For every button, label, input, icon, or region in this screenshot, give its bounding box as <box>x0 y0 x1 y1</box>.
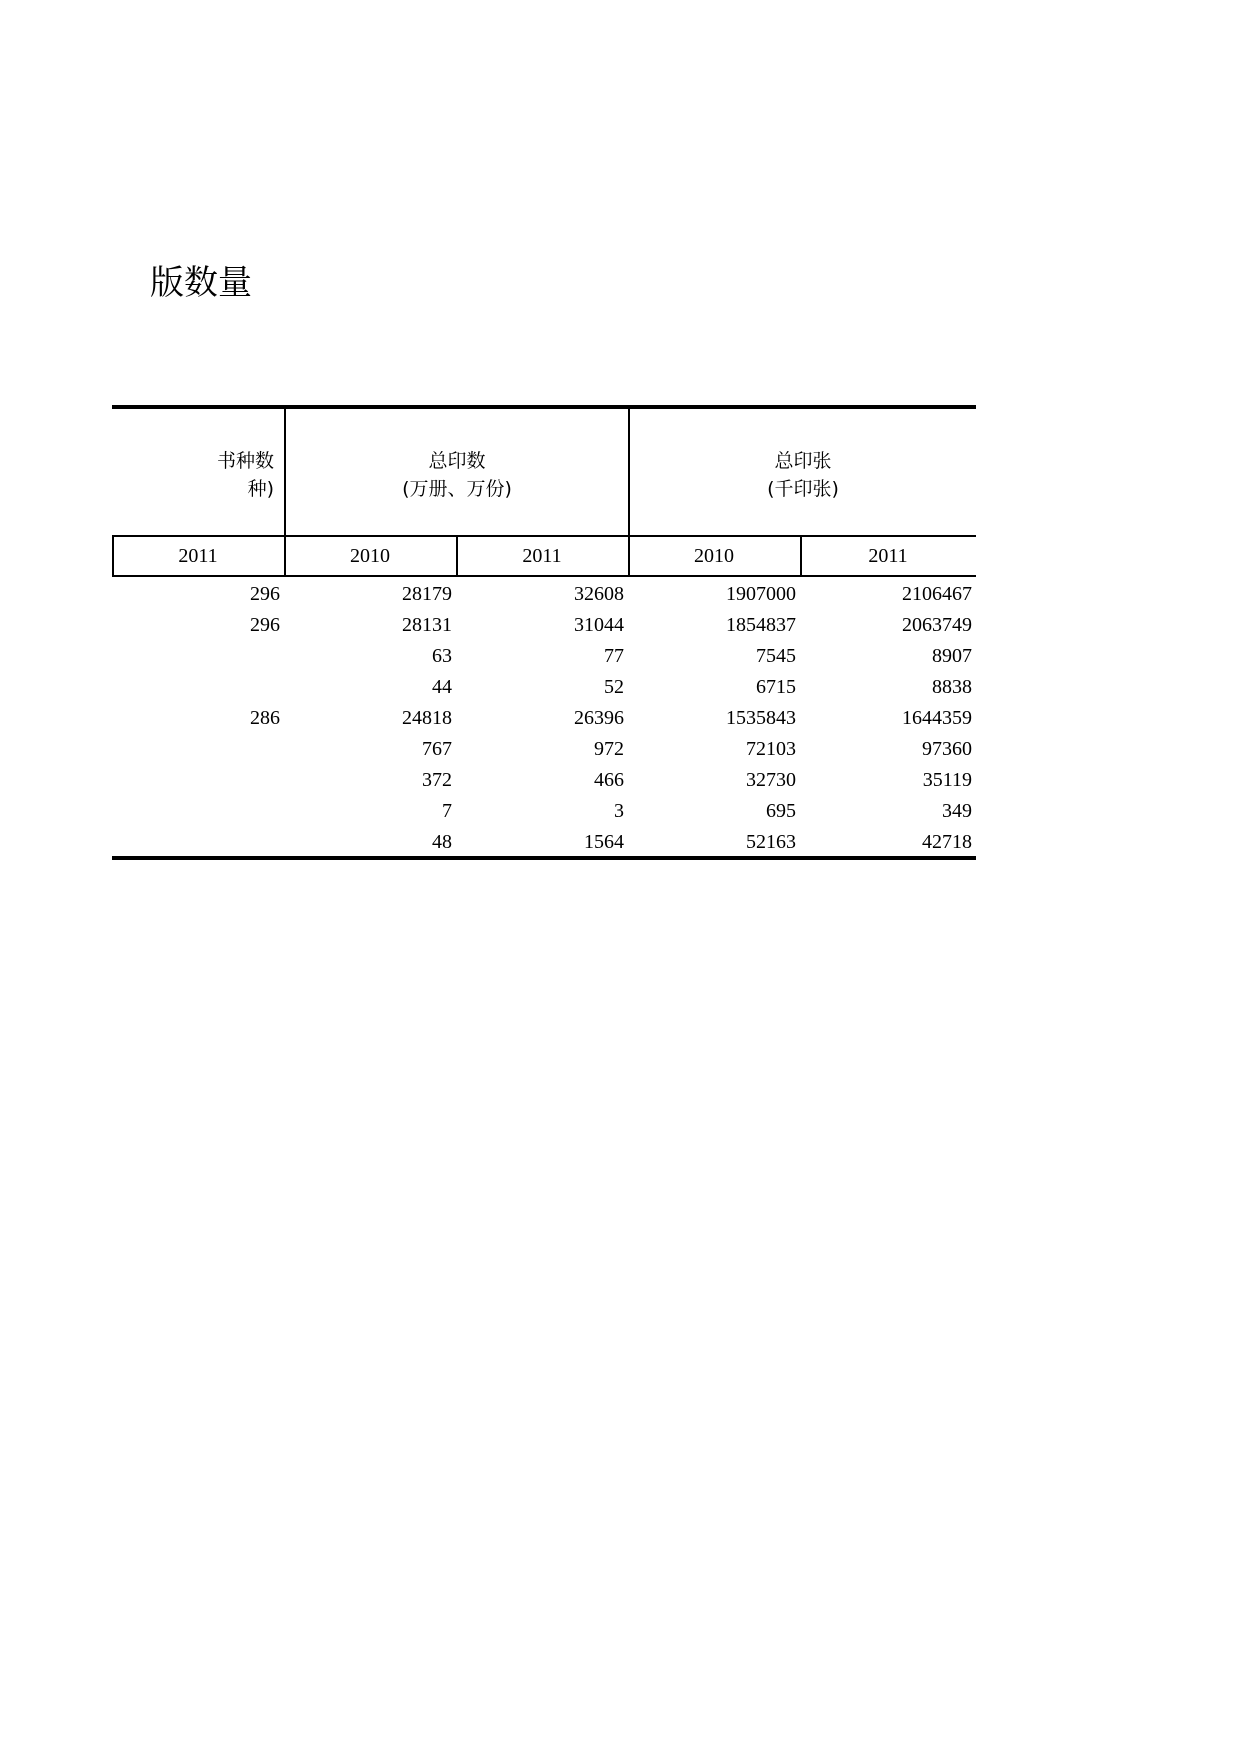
header-book-titles-unit: 种) <box>247 478 274 500</box>
cell-prints-2011: 77 <box>604 645 624 667</box>
table-row <box>112 796 976 827</box>
cell-prints-2010: 63 <box>432 645 452 667</box>
table-top-rule <box>112 405 976 409</box>
cell-sheets-2010: 32730 <box>746 769 796 791</box>
table-row <box>112 672 976 703</box>
table-row <box>112 765 976 796</box>
cell-prints-2010: 7 <box>442 800 452 822</box>
header-book-titles <box>112 447 282 511</box>
cell-prints-2010: 48 <box>432 831 452 853</box>
cell-prints-2011: 3 <box>614 800 624 822</box>
cell-prints-2010: 28179 <box>402 583 452 605</box>
cell-sheets-2010: 72103 <box>746 738 796 760</box>
cell-prints-2011: 52 <box>604 676 624 698</box>
cell-books-2011 <box>112 641 284 672</box>
cell-sheets-2011: 97360 <box>922 738 972 760</box>
cell-prints-2010: 28131 <box>402 614 452 636</box>
cell-books-2011: 296 <box>250 583 280 605</box>
cell-books-2011 <box>112 672 284 703</box>
cell-prints-2011: 26396 <box>574 707 624 729</box>
cell-books-2011 <box>112 765 284 796</box>
cell-sheets-2011: 8838 <box>932 676 972 698</box>
cell-sheets-2011: 349 <box>942 800 972 822</box>
cell-sheets-2011: 35119 <box>922 769 972 791</box>
cell-books-2011: 286 <box>250 707 280 729</box>
table-row <box>112 734 976 765</box>
cell-sheets-2011: 1644359 <box>902 707 972 729</box>
header-total-sheets-unit: (千印张) <box>767 478 839 500</box>
table-row <box>112 641 976 672</box>
cell-sheets-2010: 695 <box>766 800 796 822</box>
cell-sheets-2010: 52163 <box>746 831 796 853</box>
year-cell: 2010 <box>350 545 390 567</box>
cell-books-2011 <box>112 734 284 765</box>
header-total-prints <box>286 447 628 507</box>
cell-sheets-2011: 2106467 <box>902 583 972 605</box>
header-total-prints-unit: (万册、万份) <box>402 478 512 500</box>
cell-prints-2010: 24818 <box>402 707 452 729</box>
cell-books-2011 <box>112 827 284 858</box>
page-title: 版数量 <box>150 263 252 303</box>
cell-sheets-2010: 7545 <box>756 645 796 667</box>
cell-prints-2010: 372 <box>422 769 452 791</box>
cell-prints-2011: 466 <box>594 769 624 791</box>
cell-prints-2010: 767 <box>422 738 452 760</box>
year-cell: 2011 <box>178 545 218 567</box>
table-row <box>112 579 976 610</box>
cell-sheets-2011: 42718 <box>922 831 972 853</box>
cell-prints-2011: 31044 <box>574 614 624 636</box>
table-row <box>112 827 976 858</box>
table-bottom-rule <box>112 856 976 860</box>
header-total-sheets <box>630 447 976 507</box>
header-total-prints-label: 总印数 <box>428 450 486 472</box>
cell-sheets-2011: 2063749 <box>902 614 972 636</box>
header-total-sheets-label: 总印张 <box>774 450 832 472</box>
year-cell: 2011 <box>868 545 908 567</box>
cell-prints-2010: 44 <box>432 676 452 698</box>
year-cell: 2011 <box>522 545 562 567</box>
cell-books-2011: 296 <box>250 614 280 636</box>
table-row <box>112 610 976 641</box>
year-cell: 2010 <box>694 545 734 567</box>
cell-prints-2011: 32608 <box>574 583 624 605</box>
cell-sheets-2010: 1535843 <box>726 707 796 729</box>
cell-sheets-2010: 1907000 <box>726 583 796 605</box>
cell-sheets-2010: 6715 <box>756 676 796 698</box>
cell-sheets-2011: 8907 <box>932 645 972 667</box>
statistics-table <box>112 405 976 865</box>
cell-prints-2011: 1564 <box>584 831 624 853</box>
cell-prints-2011: 972 <box>594 738 624 760</box>
cell-sheets-2010: 1854837 <box>726 614 796 636</box>
cell-books-2011 <box>112 796 284 827</box>
table-row <box>112 703 976 734</box>
year-header-row <box>112 535 976 577</box>
header-book-titles-label: 书种数 <box>216 450 274 472</box>
